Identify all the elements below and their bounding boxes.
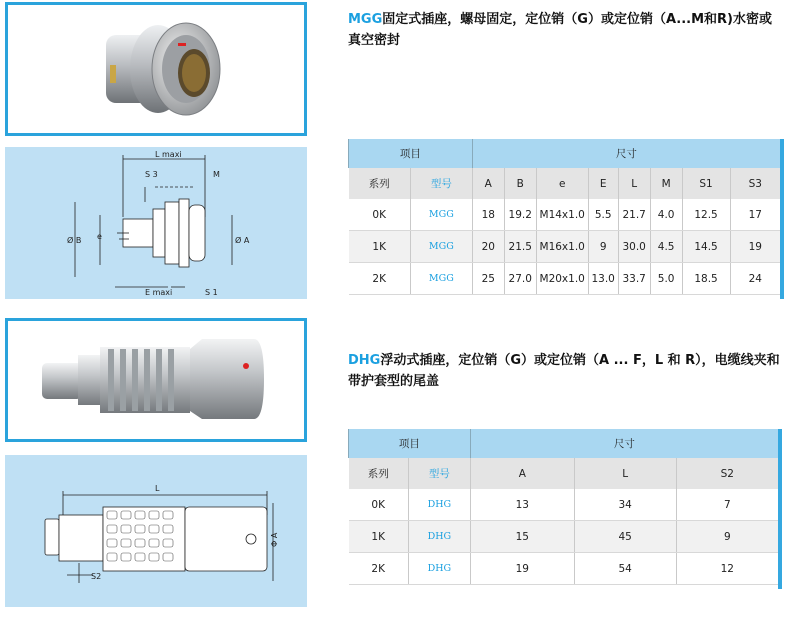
dhg-header-size: 尺寸 bbox=[470, 429, 778, 458]
table-cell: 45 bbox=[574, 521, 676, 553]
dhg-col-model: 型号 bbox=[408, 458, 470, 489]
mgg-col-m: M bbox=[650, 168, 682, 199]
mgg-header-size: 尺寸 bbox=[472, 139, 780, 168]
table-row bbox=[349, 553, 779, 585]
mgg-col-a: A bbox=[472, 168, 504, 199]
dhg-table-right-bar bbox=[778, 429, 782, 589]
mgg-heading-code: MGG bbox=[348, 12, 383, 27]
mgg-connector-photo bbox=[8, 5, 304, 133]
label-lmaxi: L maxi bbox=[155, 150, 182, 159]
mgg-col-series: 系列 bbox=[349, 168, 411, 199]
table-cell: 21.7 bbox=[618, 199, 650, 231]
table-cell: M14x1.0 bbox=[536, 199, 588, 231]
table-cell: 34 bbox=[574, 489, 676, 521]
mgg-col-l: L bbox=[618, 168, 650, 199]
label-l: L bbox=[155, 484, 160, 493]
table-cell: 18 bbox=[472, 199, 504, 231]
mgg-header-item: 项目 bbox=[349, 139, 473, 168]
table-cell: 2K bbox=[349, 553, 409, 585]
mgg-col-e-thread: e bbox=[536, 168, 588, 199]
table-cell: MGG bbox=[410, 199, 472, 231]
label-phib: Ø B bbox=[67, 236, 82, 245]
dhg-connector-photo bbox=[8, 321, 304, 439]
table-row bbox=[349, 521, 779, 553]
mgg-heading-text: 固定式插座，螺母固定，定位销（G）或定位销（A...M和R)水密或真空密封 bbox=[348, 12, 772, 48]
table-cell: 4.5 bbox=[650, 231, 682, 263]
table-cell: 27.0 bbox=[504, 263, 536, 295]
mgg-table-right-bar bbox=[780, 139, 784, 299]
table-cell: 4.0 bbox=[650, 199, 682, 231]
mgg-heading bbox=[348, 9, 780, 51]
table-row bbox=[349, 263, 781, 295]
table-cell: 9 bbox=[588, 231, 618, 263]
dhg-drawing-panel bbox=[5, 455, 307, 607]
label-s2: S2 bbox=[91, 572, 102, 581]
table-cell: 54 bbox=[574, 553, 676, 585]
table-cell: 30.0 bbox=[618, 231, 650, 263]
label-phia: Φ A bbox=[270, 532, 279, 547]
table-cell: 5.5 bbox=[588, 199, 618, 231]
table-cell: 19 bbox=[730, 231, 780, 263]
label-emaxi: E maxi bbox=[145, 288, 173, 297]
table-cell: 24 bbox=[730, 263, 780, 295]
table-cell: 0K bbox=[349, 199, 411, 231]
table-cell: DHG bbox=[408, 521, 470, 553]
table-cell: 0K bbox=[349, 489, 409, 521]
mgg-photo-panel bbox=[5, 2, 307, 136]
table-cell: MGG bbox=[410, 263, 472, 295]
table-cell: 17 bbox=[730, 199, 780, 231]
table-cell: 12 bbox=[676, 553, 778, 585]
dhg-heading-text: 浮动式插座，定位销（G）或定位销（A ... F，L 和 R），电缆线夹和带护套型的尾盖 bbox=[348, 353, 780, 389]
table-cell: 5.0 bbox=[650, 263, 682, 295]
dhg-col-series: 系列 bbox=[349, 458, 409, 489]
dhg-heading-code: DHG bbox=[348, 353, 381, 368]
label-m: M bbox=[213, 170, 220, 179]
table-cell: 19.2 bbox=[504, 199, 536, 231]
mgg-col-b: B bbox=[504, 168, 536, 199]
dhg-heading bbox=[348, 350, 784, 392]
table-cell: 33.7 bbox=[618, 263, 650, 295]
mgg-technical-drawing bbox=[5, 147, 307, 299]
dhg-spec-table bbox=[348, 429, 778, 585]
dhg-col-l: L bbox=[574, 458, 676, 489]
mgg-col-model: 型号 bbox=[410, 168, 472, 199]
table-cell: 2K bbox=[349, 263, 411, 295]
table-cell: 13.0 bbox=[588, 263, 618, 295]
table-row bbox=[349, 231, 781, 263]
table-row bbox=[349, 199, 781, 231]
mgg-col-s1: S1 bbox=[682, 168, 730, 199]
mgg-col-e: E bbox=[588, 168, 618, 199]
table-cell: DHG bbox=[408, 489, 470, 521]
dhg-col-a: A bbox=[470, 458, 574, 489]
table-cell: MGG bbox=[410, 231, 472, 263]
dhg-photo-panel bbox=[5, 318, 307, 442]
table-cell: 18.5 bbox=[682, 263, 730, 295]
mgg-col-s3: S3 bbox=[730, 168, 780, 199]
mgg-spec-table bbox=[348, 139, 780, 295]
table-cell: 1K bbox=[349, 231, 411, 263]
dhg-technical-drawing bbox=[5, 455, 307, 607]
table-cell: 9 bbox=[676, 521, 778, 553]
table-cell: 15 bbox=[470, 521, 574, 553]
table-cell: DHG bbox=[408, 553, 470, 585]
table-cell: 14.5 bbox=[682, 231, 730, 263]
table-cell: 20 bbox=[472, 231, 504, 263]
label-s1: S 1 bbox=[205, 288, 218, 297]
table-cell: 13 bbox=[470, 489, 574, 521]
table-cell: M16x1.0 bbox=[536, 231, 588, 263]
table-row bbox=[349, 489, 779, 521]
mgg-drawing-panel bbox=[5, 147, 307, 299]
dhg-col-s2: S2 bbox=[676, 458, 778, 489]
dhg-header-item: 项目 bbox=[349, 429, 471, 458]
table-cell: 7 bbox=[676, 489, 778, 521]
table-cell: M20x1.0 bbox=[536, 263, 588, 295]
label-e: e bbox=[97, 232, 102, 241]
table-cell: 1K bbox=[349, 521, 409, 553]
table-cell: 12.5 bbox=[682, 199, 730, 231]
table-cell: 25 bbox=[472, 263, 504, 295]
table-cell: 19 bbox=[470, 553, 574, 585]
label-phia: Ø A bbox=[235, 236, 250, 245]
table-cell: 21.5 bbox=[504, 231, 536, 263]
label-s3: S 3 bbox=[145, 170, 158, 179]
